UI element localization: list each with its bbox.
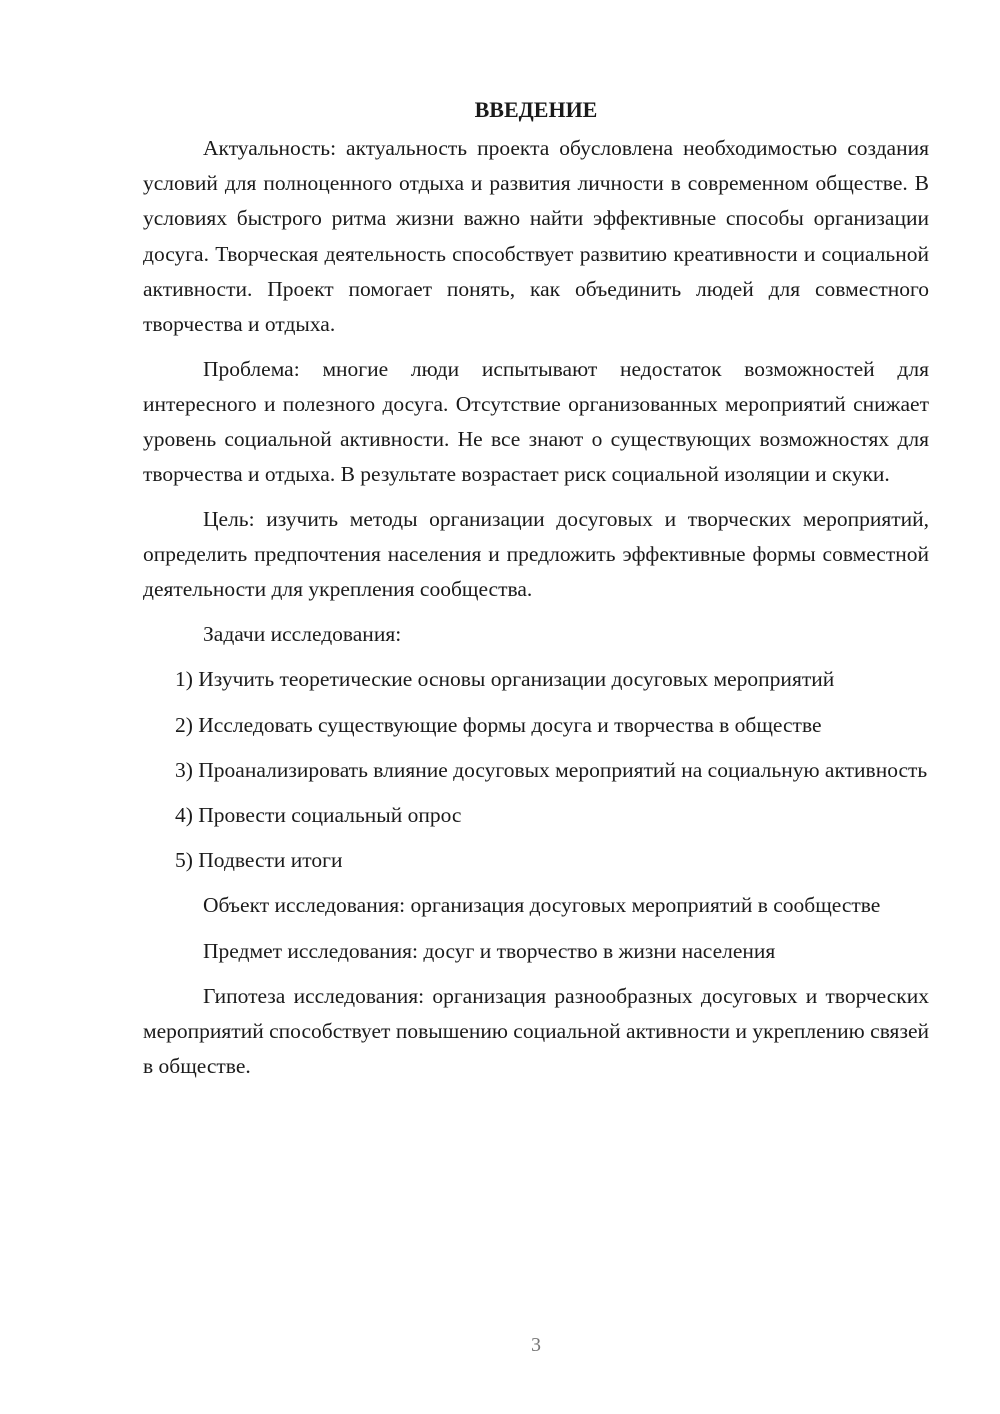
list-item: 5) Подвести итоги [175, 848, 343, 873]
tasks-heading: Задачи исследования: [203, 622, 402, 647]
list-item: 3) Проанализировать влияние досуговых мероприятий на социальную активность [175, 757, 928, 782]
list-item: 2) Исследовать существующие формы досуга и творчества в обществе [175, 712, 822, 737]
paragraph-object: Объект исследования: организация досуговых мероприятий в сообществе [203, 893, 881, 918]
page-number: 3 [531, 1334, 541, 1356]
paragraph-problem: Проблема: многие люди испытывают недостаток возможностей для интересного и полезного досуга. Отсутствие организованных мероприятий снижает уровень социальной активности. Не все знают о существующих возможностях для творчества и отдыха. В результате возрастает риск социальной изоляции и скуки. [143, 356, 929, 487]
document-page [143, 92, 929, 1084]
paragraph-subject: Предмет исследования: досуг и творчество в жизни населения [203, 938, 776, 963]
list-item: 1) Изучить теоретические основы организации досуговых мероприятий [175, 667, 835, 692]
page-title [143, 92, 929, 127]
paragraph-hypothesis: Гипотеза исследования: организация разнообразных досуговых и творческих мероприятий способствует повышению социальной активности и укреплению связей в обществе. [143, 983, 929, 1079]
page-title-text: ВВЕДЕНИЕ [474, 97, 598, 122]
list-item: 4) Провести социальный опрос [175, 802, 462, 827]
paragraph-goal: Цель: изучить методы организации досуговых и творческих мероприятий, определить предпочтения населения и предложить эффективные формы совместной деятельности для укрепления сообщества. [143, 507, 929, 602]
paragraph-relevance: Актуальность: актуальность проекта обусловлена необходимостью создания условий для полноценного отдыха и развития личности в современном обществе. В условиях быстрого ритма жизни важно найти эффективные способы организации досуга. Творческая деятельность способствует развитию креативности и социальной активности. Проект помогает понять, как объединить людей для совместного творчества и отдыха. [143, 136, 929, 337]
